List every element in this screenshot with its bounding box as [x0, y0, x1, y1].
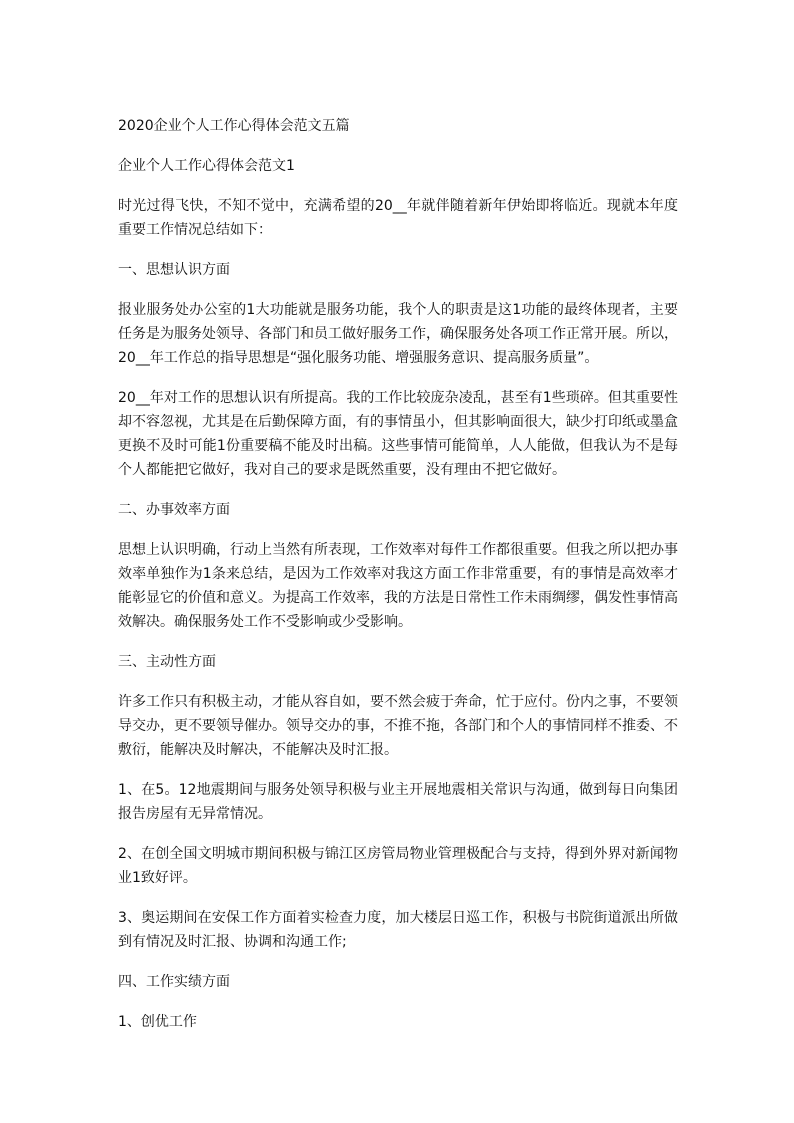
- list-item-1: 1、在5。12地震期间与服务处领导积极与业主开展地震相关常识与沟通，做到每日向集团报告房屋有无异常情况。: [118, 782, 678, 822]
- section-results-item-1: 1、创优工作: [118, 1014, 197, 1030]
- section-initiative-paragraph: 许多工作只有积极主动，才能从容自如，要不然会疲于奔命，忙于应付。份内之事，不要领导交办，更不要领导催办。领导交办的事，不推不拖，各部门和个人的事情同样不推委、不敷衍，能解决及时解决，不能解决及时汇报。: [118, 694, 678, 758]
- list-item-2: 2、在创全国文明城市期间积极与锦江区房管局物业管理极配合与支持，得到外界对新闻物业1致好评。: [118, 846, 678, 886]
- section-heading-thinking: 一、思想认识方面: [118, 262, 230, 278]
- section-thinking-paragraph-1: 报业服务处办公室的1大功能就是服务功能，我个人的职责是这1功能的最终体现者，主要任务是为服务处领导、各部门和员工做好服务工作，确保服务处各项工作正常开展。所以，20__年工作总的指导思想是“强化服务功能、增强服务意识、提高服务质量”。: [118, 302, 678, 366]
- document-page: [118, 114, 678, 1034]
- list-item-3: 3、奥运期间在安保工作方面着实检查力度，加大楼层日巡工作，积极与书院街道派出所做到有情况及时汇报、协调和沟通工作;: [118, 910, 678, 950]
- section-heading-initiative: 三、主动性方面: [118, 654, 216, 670]
- section-efficiency-paragraph: 思想上认识明确，行动上当然有所表现，工作效率对每件工作都很重要。但我之所以把办事效率单独作为1条来总结，是因为工作效率对我这方面工作非常重要，有的事情是高效率才能彰显它的价值和意义。为提高工作效率，我的方法是日常性工作未雨绸缪，偶发性事情高效解决。确保服务处工作不受影响或少受影响。: [118, 542, 678, 630]
- document-title: 2020企业个人工作心得体会范文五篇: [118, 118, 350, 134]
- section-heading-efficiency: 二、办事效率方面: [118, 502, 230, 518]
- intro-paragraph: 时光过得飞快，不知不觉中，充满希望的20__年就伴随着新年伊始即将临近。现就本年度重要工作情况总结如下：: [118, 198, 678, 238]
- document-subtitle: 企业个人工作心得体会范文1: [118, 158, 295, 174]
- section-thinking-paragraph-2: 20__年对工作的思想认识有所提高。我的工作比较庞杂凌乱，甚至有1些琐碎。但其重要性却不容忽视，尤其是在后勤保障方面，有的事情虽小，但其影响面很大，缺少打印纸或墨盒更换不及时可能1份重要稿不能及时出稿。这些事情可能简单，人人能做，但我认为不是每个人都能把它做好，我对自己的要求是既然重要，没有理由不把它做好。: [118, 390, 678, 478]
- section-heading-results: 四、工作实绩方面: [118, 974, 230, 990]
